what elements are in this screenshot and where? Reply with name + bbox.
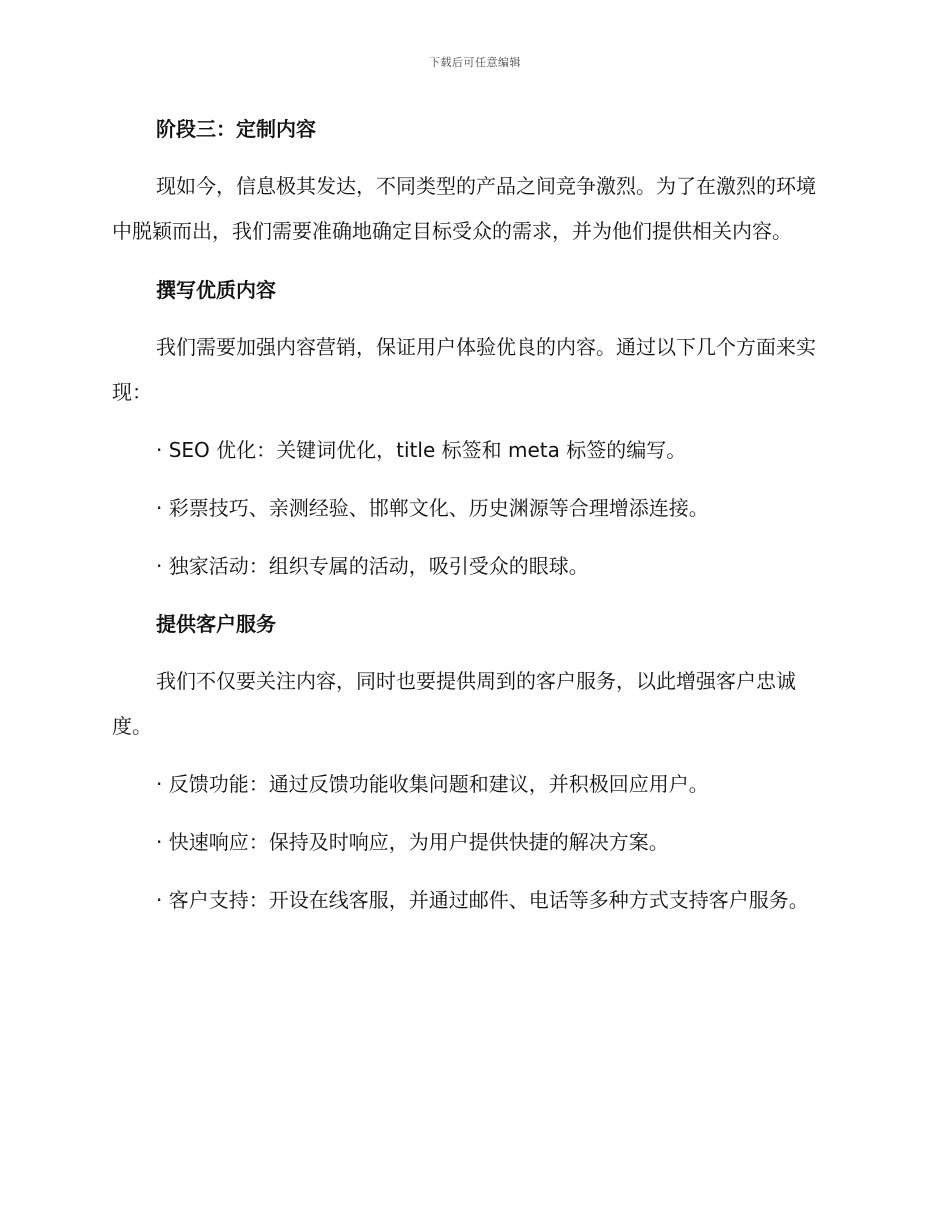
- list-item-exclusive-events: · 独家活动：组织专属的活动，吸引受众的眼球。: [156, 554, 589, 578]
- spacer: [112, 473, 832, 486]
- list-item-quick-response: · 快速响应：保持及时响应，为用户提供快捷的解决方案。: [156, 830, 669, 854]
- spacer: [112, 415, 832, 428]
- list-item-links: · 彩票技巧、亲测经验、邯郸文化、历史渊源等合理增添连接。: [156, 496, 709, 520]
- spacer: [112, 865, 832, 878]
- list-item-customer-support: · 客户支持：开设在线客服，并通过邮件、电话等多种方式支持客户服务。: [156, 888, 809, 912]
- document-body: [112, 106, 832, 923]
- spacer: [112, 749, 832, 762]
- spacer: [112, 152, 832, 164]
- section-heading-quality-content: 撰写优质内容: [156, 278, 276, 302]
- spacer: [112, 647, 832, 659]
- spacer: [112, 589, 832, 601]
- section-heading-customer-service: 提供客户服务: [156, 612, 276, 636]
- spacer: [112, 531, 832, 544]
- paragraph-intro: 现如今，信息极其发达，不同类型的产品之间竞争激烈。为了在激烈的环境中脱颖而出，我们需要准确地确定目标受众的需求，并为他们提供相关内容。: [112, 174, 816, 243]
- paragraph-quality-content: 我们需要加强内容营销，保证用户体验优良的内容。通过以下几个方面来实现：: [112, 335, 816, 404]
- spacer: [112, 807, 832, 820]
- spacer: [112, 313, 832, 325]
- list-item-seo: · SEO 优化：关键词优化，title 标签和 meta 标签的编写。: [156, 438, 687, 462]
- section-heading-customize-content: 阶段三：定制内容: [156, 117, 316, 141]
- spacer: [112, 254, 832, 267]
- page-header-note: 下载后可任意编辑: [429, 56, 521, 69]
- paragraph-customer-service: 我们不仅要关注内容，同时也要提供周到的客户服务，以此增强客户忠诚度。: [112, 669, 796, 738]
- list-item-feedback: · 反馈功能：通过反馈功能收集问题和建议，并积极回应用户。: [156, 772, 709, 796]
